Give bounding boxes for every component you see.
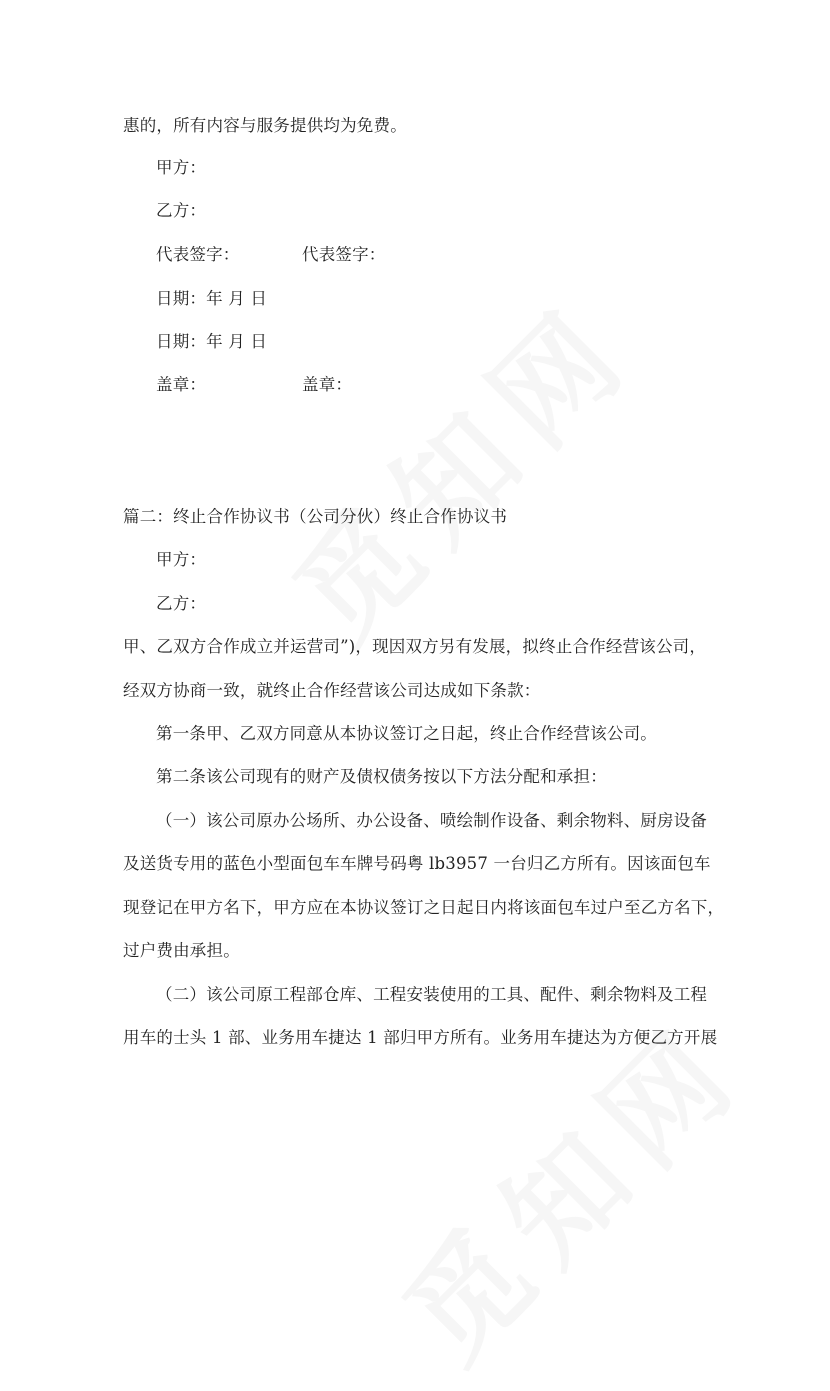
- article-2: 第二条该公司现有的财产及债权债务按以下方法分配和承担：: [156, 767, 607, 786]
- text-line: 甲、乙双方合作成立并运营司”)，现因双方另有发展，拟终止合作经营该公司，: [123, 637, 707, 656]
- clause-1: （一）该公司原办公场所、办公设备、喷绘制作设备、剩余物料、厨房设备: [156, 811, 708, 830]
- text-line: 惠的，所有内容与服务提供均为免费。: [123, 116, 407, 135]
- text-line: 经双方协商一致，就终止合作经营该公司达成如下条款：: [123, 681, 541, 700]
- signature-label-a: 代表签字：: [156, 245, 240, 264]
- seal-label-b: 盖章：: [302, 375, 353, 394]
- seal-label-a: 盖章：: [156, 375, 207, 394]
- date-line-b: 日期：年 月 日: [156, 332, 268, 351]
- text-line: 用车的士头 1 部、业务用车捷达 1 部归甲方所有。业务用车捷达为方便乙方开展: [123, 1028, 718, 1047]
- text-line: 及送货专用的蓝色小型面包车车牌号码粤 lb3957 一台归乙方所有。因该面包车: [123, 854, 711, 873]
- article-1: 第一条甲、乙双方同意从本协议签订之日起，终止合作经营该公司。: [156, 724, 657, 743]
- section-heading: 篇二：终止合作协议书（公司分伙）终止合作协议书: [123, 507, 508, 526]
- party-b-label: 乙方：: [156, 201, 207, 220]
- text-line: 现登记在甲方名下，甲方应在本协议签订之日起日内将该面包车过户至乙方名下，: [123, 898, 725, 917]
- date-line-a: 日期：年 月 日: [156, 289, 268, 308]
- party-a-label: 甲方：: [156, 158, 207, 177]
- party-b-label: 乙方：: [156, 594, 207, 613]
- text-line: 过户费由承担。: [123, 941, 240, 960]
- clause-2: （二）该公司原工程部仓库、工程安装使用的工具、配件、剩余物料及工程: [156, 985, 708, 1004]
- party-a-label: 甲方：: [156, 550, 207, 569]
- watermark: [251, 259, 664, 672]
- signature-label-b: 代表签字：: [302, 245, 386, 264]
